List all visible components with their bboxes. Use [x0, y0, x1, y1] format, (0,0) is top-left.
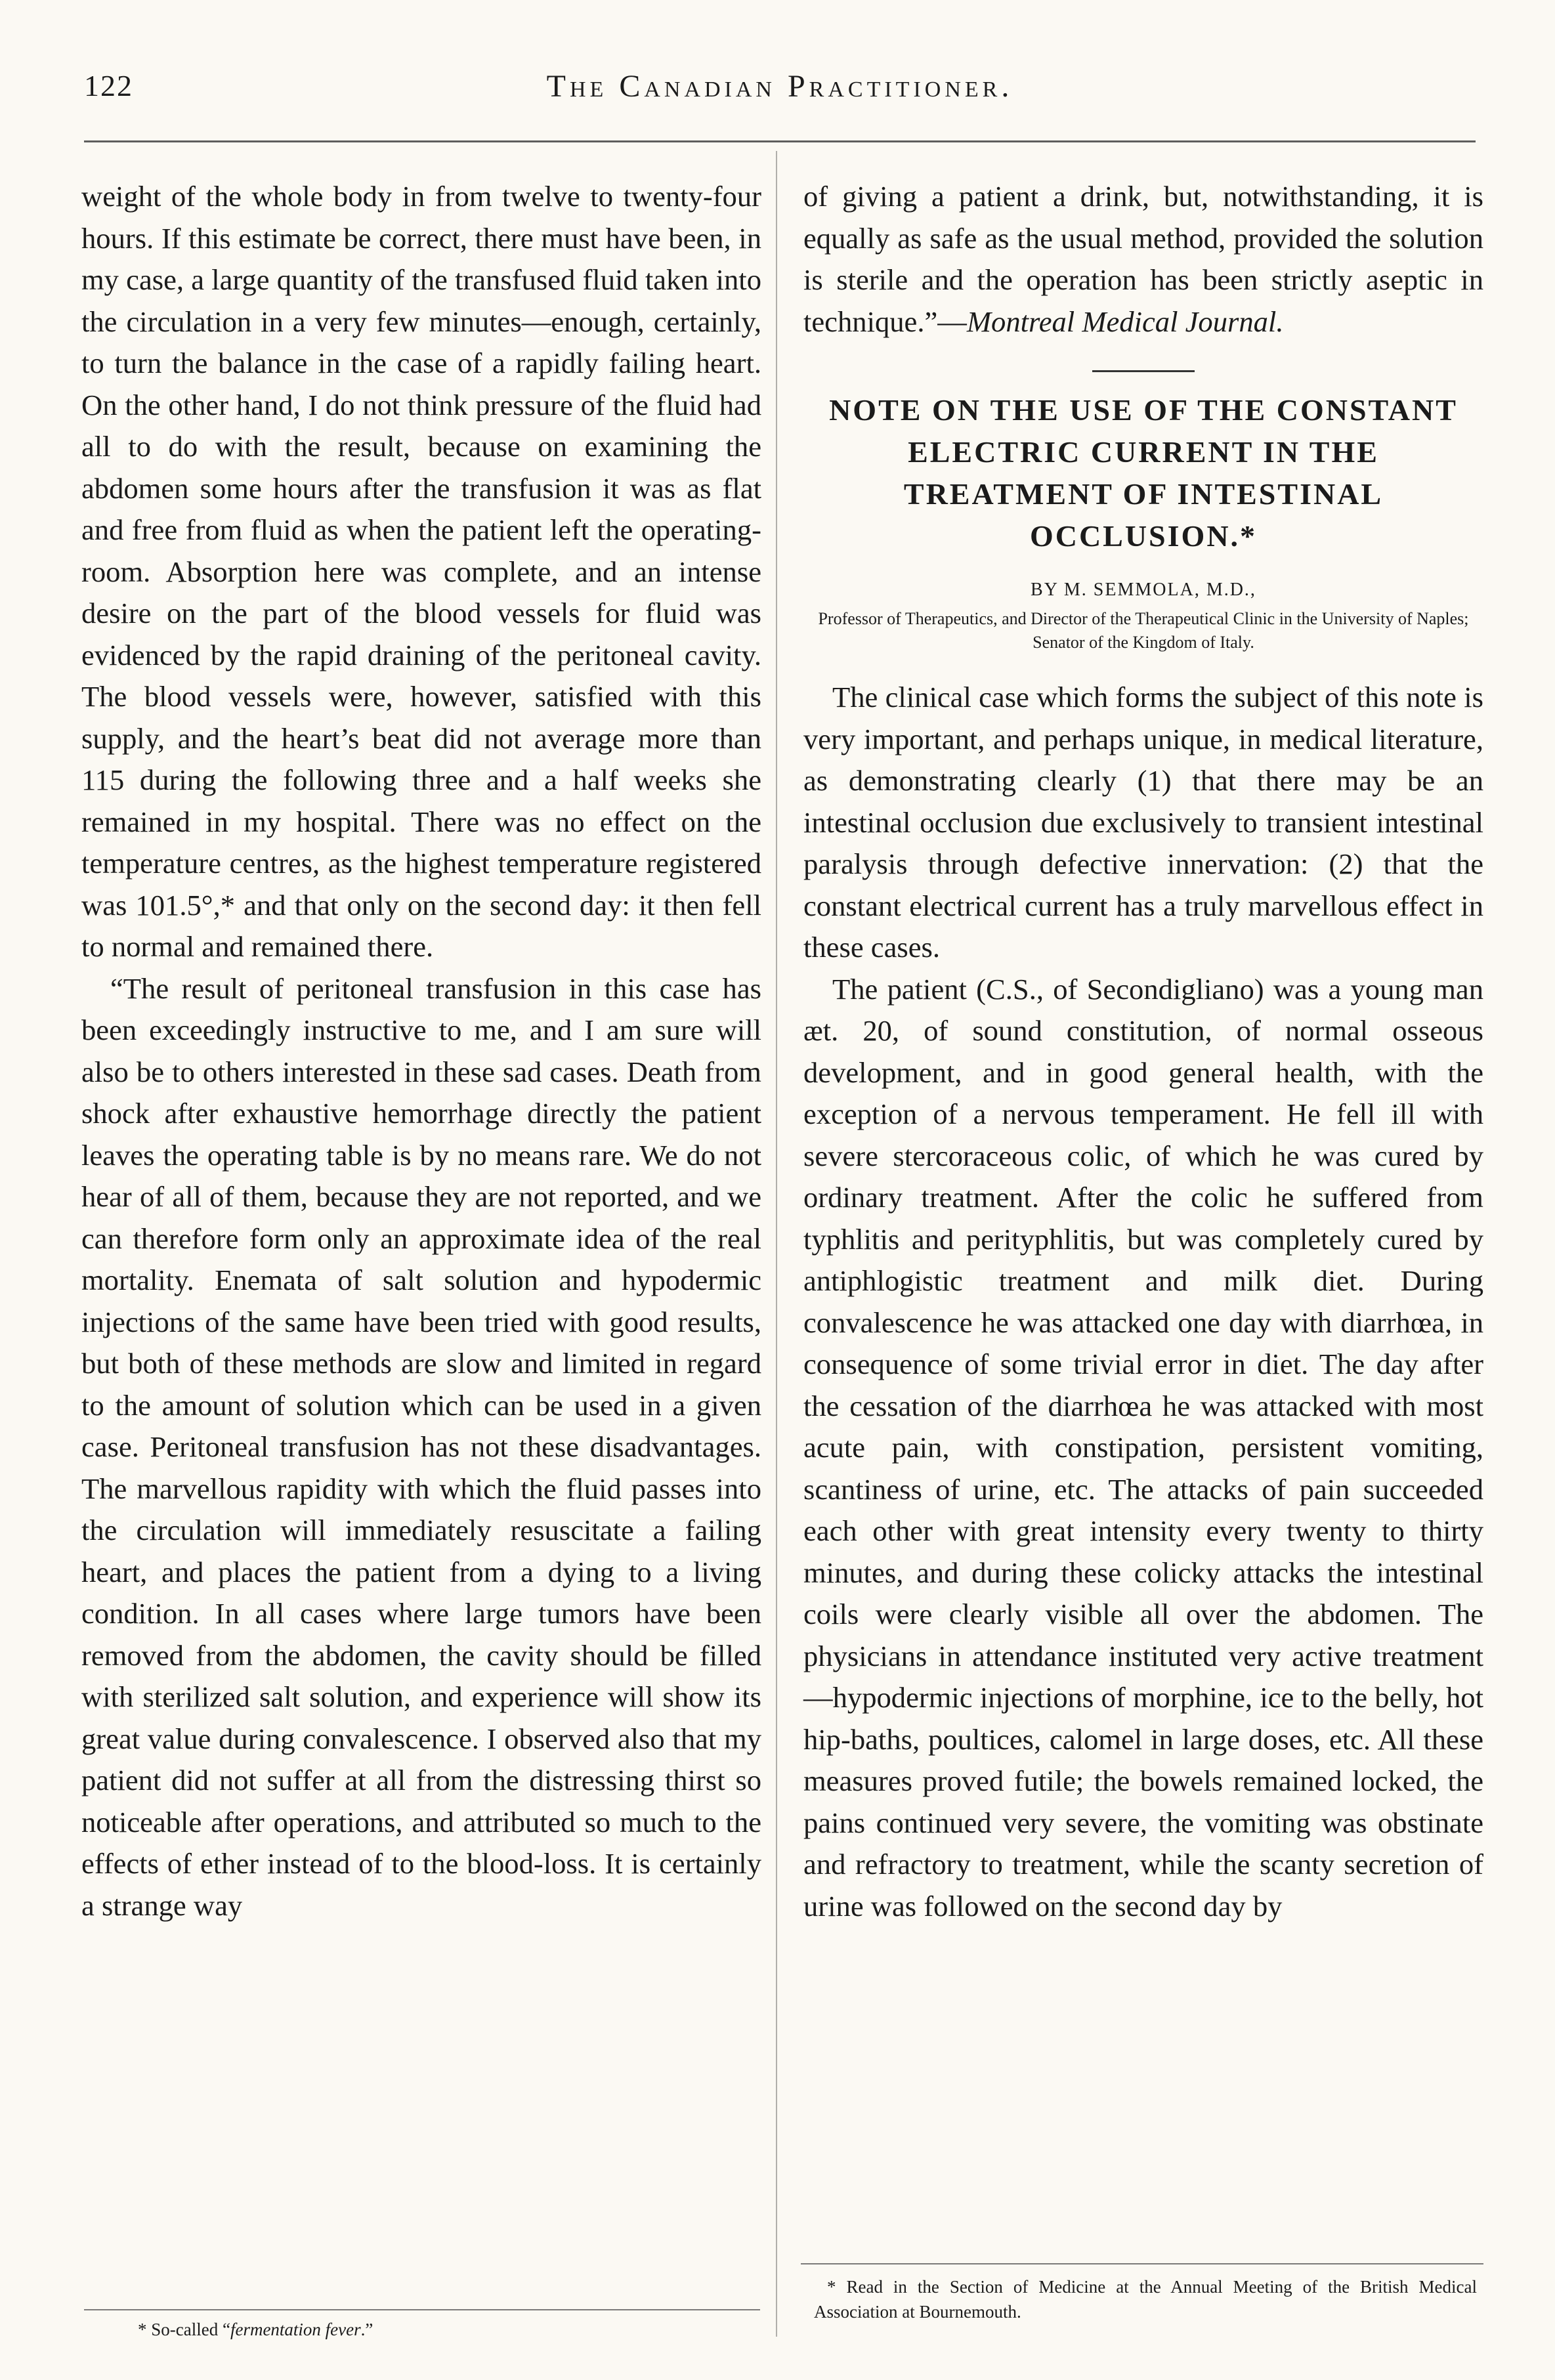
quote-end-text: of giving a patient a drink, but, notwithstanding, it is equally as safe as the usual method, provided the solution is sterile and the operation has been strictly aseptic in technique.”— [803, 180, 1483, 338]
body-paragraph [803, 176, 1483, 343]
page-number: 122 [84, 69, 133, 102]
byline: BY M. SEMMOLA, M.D., [1031, 580, 1256, 600]
left-column [81, 176, 761, 1926]
right-column [803, 176, 1483, 1927]
footnote-italic: fermentation fever [230, 2320, 361, 2339]
body-paragraph: The patient (C.S., of Secondigliano) was a young man æt. 20, of sound constitution, of normal osseous development, and in good general health, with the exception of a nervous temperament. He fell ill with severe stercoraceous colic, of which he was cured by ordinary treatment. After the colic he suffered from typhlitis and perityphlitis, but was completely cured by antiphlogistic treatment and milk diet. During convalescence he was attacked one day with diarrhœa, in consequence of some trivial error in diet. The day after the cessation of the diarrhœa he was attacked with most acute pain, with constipation, persistent vomiting, scantiness of urine, etc. The attacks of pain succeeded each other with great intensity every twenty to thirty minutes, and during these colicky attacks the intestinal coils were clearly visible all over the abdomen. The physicians in attendance instituted very active treatment—hypodermic injections of morphine, ice to the belly, hot hip-baths, poultices, calomel in large doses, etc. All these measures proved futile; the bowels remained locked, the pains continued very severe, the vomiting was obstinate and refractory to treatment, while the scanty secretion of urine was followed on the second day by [803, 972, 1483, 1923]
page-header [84, 68, 1476, 121]
footnote-rule [84, 2309, 760, 2310]
body-paragraph: The clinical case which forms the subject of this note is very important, and perhaps unique, in medical literature, as demonstrating clearly (1) that there may be an intestinal occlusion due exclusively to transient intestinal paralysis through defective innervation: (2) that the constant electrical current has a truly marvellous effect in these cases. [803, 681, 1483, 964]
column-divider [776, 151, 777, 2337]
footnote-right: * Read in the Section of Medicine at the Annual Meeting of the British Medical Association at Bournemouth. [814, 2277, 1477, 2322]
body-paragraph: “The result of peritoneal transfusion in this case has been exceedingly instructive to me, and I am sure will also be to others interested in these sad cases. Death from shock after exhaustive hemorrhage directly the patient leaves the operating table is by no means rare. We do not hear of all of them, because they are not reported, and we can therefore form only an approximate idea of the real mortality. Enemata of salt solution and hypodermic injections of the same have been tried with good results, but both of these methods are slow and limited in regard to the amount of solution which can be used in a given case. Peritoneal transfusion has not these disadvantages. The marvellous rapidity with which the fluid passes into the circulation will immediately resuscitate a failing heart, and places the patient from a dying to a living condition. In all cases where large tumors have been removed from the abdomen, the cavity should be filled with sterilized salt solution, and experience will show its great value during convalescence. I observed also that my patient did not suffer at all from the distressing thirst so noticeable after operations, and attributed so much to the effects of ether instead of to the blood-loss. It is certainly a strange way [81, 971, 761, 1922]
footnote-text: * So-called “ [138, 2320, 230, 2339]
journal-title: The Canadian Practitioner. [546, 69, 1013, 104]
footnote-text: .” [360, 2320, 373, 2339]
footnote-left [138, 2317, 755, 2342]
footnote-rule [801, 2263, 1483, 2264]
article-title: NOTE ON THE USE OF THE CONSTANT ELECTRIC CURRENT IN THE TREATMENT OF INTESTINAL OCCLUSION.* [829, 393, 1458, 553]
body-paragraph: weight of the whole body in from twelve to twenty-four hours. If this estimate be correct, there must have been, in my case, a large quantity of the transfused fluid taken into the circulation in a very few minutes—enough, certainly, to turn the balance in the case of a rapidly failing heart. On the other hand, I do not think pressure of the fluid had all to do with the result, because on examining the abdomen some hours after the transfusion it was as flat and free from fluid as when the patient left the operating-room. Absorption here was complete, and an intense desire on the part of the blood vessels for fluid was evidenced by the rapid draining of the peritoneal cavity. The blood vessels were, however, satisfied with this supply, and the heart’s beat did not average more than 115 during the following three and a half weeks she remained in my hospital. There was no effect on the temperature centres, as the highest temperature registered was 101.5°,* and that only on the second day: it then fell to normal and remained there. [81, 180, 761, 963]
section-rule [1092, 370, 1195, 372]
author-affiliation: Professor of Therapeutics, and Director of the Therapeutical Clinic in the University of Naples; Senator of the Kingdom of Italy. [818, 609, 1469, 652]
source-citation: Montreal Medical Journal. [966, 305, 1284, 338]
header-rule [84, 140, 1476, 142]
